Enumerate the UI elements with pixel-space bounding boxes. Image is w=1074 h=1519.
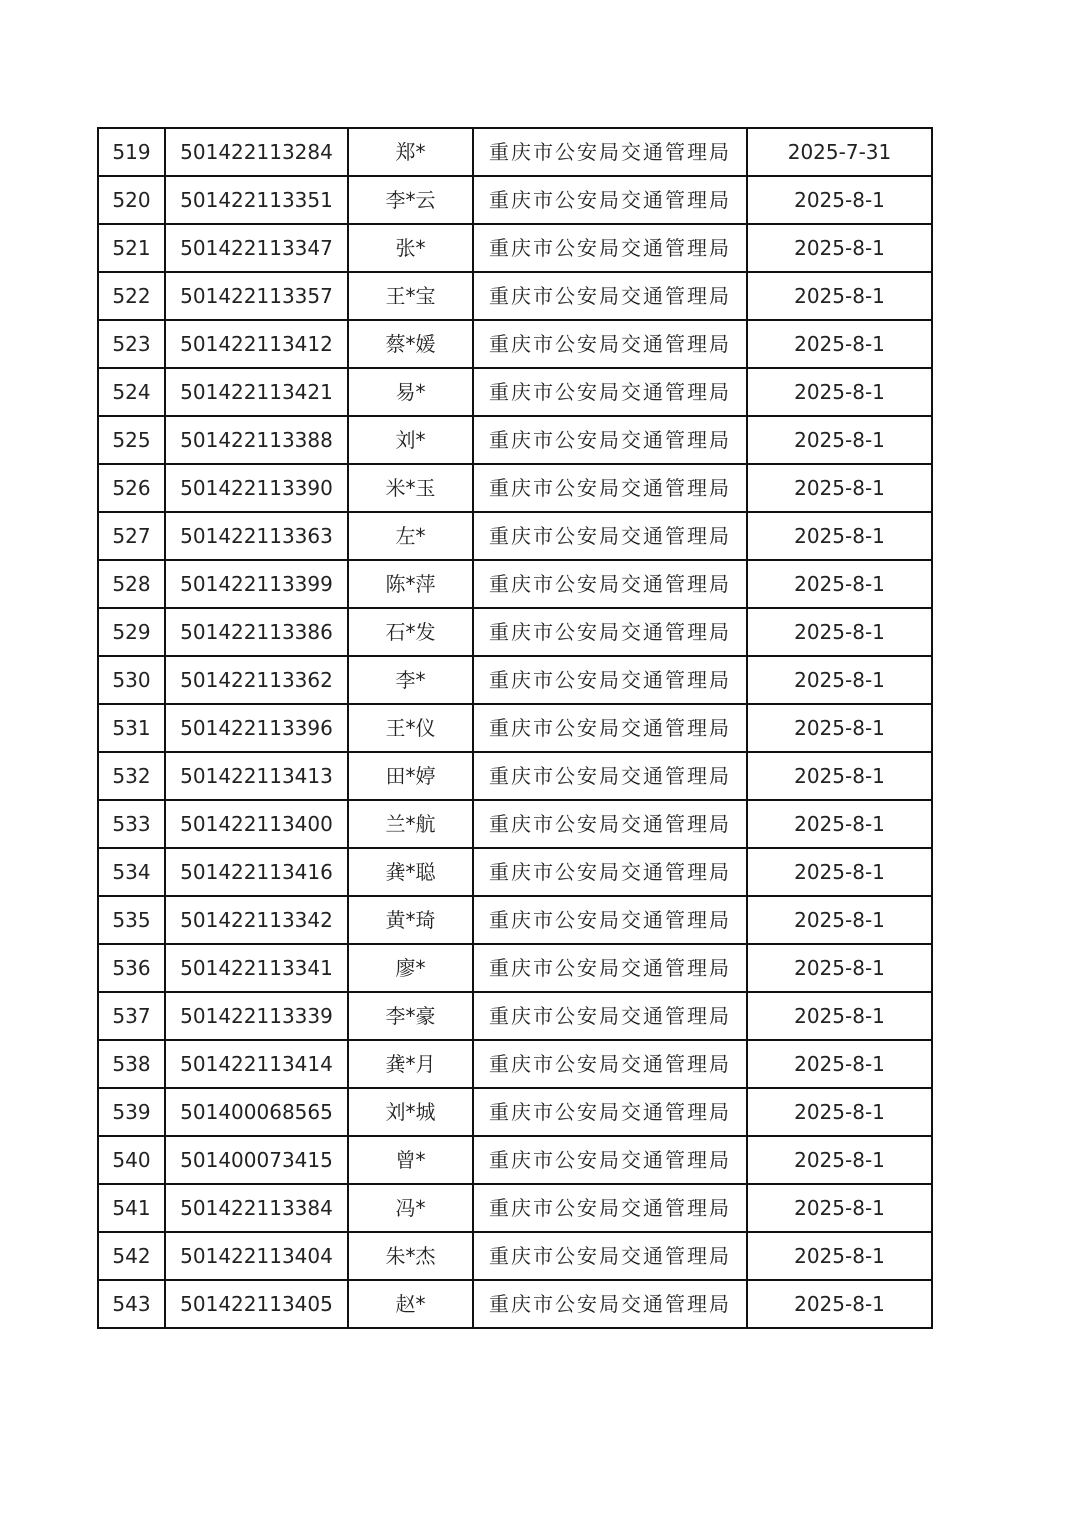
table-row <box>98 896 932 944</box>
person-name-cell: 蔡*媛 <box>348 320 473 368</box>
organization-cell: 重庆市公安局交通管理局 <box>473 992 747 1040</box>
person-name-cell: 郑* <box>348 128 473 176</box>
record-id-cell: 501422113362 <box>165 656 348 704</box>
table-row <box>98 560 932 608</box>
row-number-cell: 529 <box>98 608 165 656</box>
organization-cell: 重庆市公安局交通管理局 <box>473 512 747 560</box>
organization-cell: 重庆市公安局交通管理局 <box>473 656 747 704</box>
table-row <box>98 272 932 320</box>
organization-cell: 重庆市公安局交通管理局 <box>473 176 747 224</box>
person-name-cell: 李*云 <box>348 176 473 224</box>
row-number-cell: 536 <box>98 944 165 992</box>
table-row <box>98 176 932 224</box>
row-number-cell: 527 <box>98 512 165 560</box>
record-id-cell: 501422113414 <box>165 1040 348 1088</box>
row-number-cell: 539 <box>98 1088 165 1136</box>
organization-cell: 重庆市公安局交通管理局 <box>473 944 747 992</box>
person-name-cell: 李*豪 <box>348 992 473 1040</box>
date-cell: 2025-8-1 <box>747 992 932 1040</box>
table-row <box>98 1232 932 1280</box>
person-name-cell: 陈*萍 <box>348 560 473 608</box>
record-id-cell: 501422113347 <box>165 224 348 272</box>
table-row <box>98 128 932 176</box>
record-id-cell: 501400073415 <box>165 1136 348 1184</box>
person-name-cell: 易* <box>348 368 473 416</box>
record-id-cell: 501400068565 <box>165 1088 348 1136</box>
date-cell: 2025-8-1 <box>747 464 932 512</box>
record-id-cell: 501422113284 <box>165 128 348 176</box>
row-number-cell: 521 <box>98 224 165 272</box>
date-cell: 2025-8-1 <box>747 368 932 416</box>
organization-cell: 重庆市公安局交通管理局 <box>473 224 747 272</box>
organization-cell: 重庆市公安局交通管理局 <box>473 1184 747 1232</box>
person-name-cell: 王*宝 <box>348 272 473 320</box>
organization-cell: 重庆市公安局交通管理局 <box>473 128 747 176</box>
table-row <box>98 752 932 800</box>
person-name-cell: 兰*航 <box>348 800 473 848</box>
row-number-cell: 538 <box>98 1040 165 1088</box>
table-row <box>98 1136 932 1184</box>
record-id-cell: 501422113351 <box>165 176 348 224</box>
row-number-cell: 530 <box>98 656 165 704</box>
record-id-cell: 501422113341 <box>165 944 348 992</box>
person-name-cell: 龚*聪 <box>348 848 473 896</box>
organization-cell: 重庆市公安局交通管理局 <box>473 416 747 464</box>
person-name-cell: 田*婷 <box>348 752 473 800</box>
date-cell: 2025-8-1 <box>747 1184 932 1232</box>
table-row <box>98 848 932 896</box>
person-name-cell: 王*仪 <box>348 704 473 752</box>
organization-cell: 重庆市公安局交通管理局 <box>473 608 747 656</box>
record-id-cell: 501422113339 <box>165 992 348 1040</box>
date-cell: 2025-8-1 <box>747 1088 932 1136</box>
row-number-cell: 535 <box>98 896 165 944</box>
date-cell: 2025-8-1 <box>747 800 932 848</box>
row-number-cell: 528 <box>98 560 165 608</box>
person-name-cell: 刘*城 <box>348 1088 473 1136</box>
organization-cell: 重庆市公安局交通管理局 <box>473 560 747 608</box>
organization-cell: 重庆市公安局交通管理局 <box>473 752 747 800</box>
row-number-cell: 537 <box>98 992 165 1040</box>
person-name-cell: 黄*琦 <box>348 896 473 944</box>
table-row <box>98 1088 932 1136</box>
table-row <box>98 800 932 848</box>
organization-cell: 重庆市公安局交通管理局 <box>473 1280 747 1328</box>
record-id-cell: 501422113363 <box>165 512 348 560</box>
table-row <box>98 464 932 512</box>
records-table-body <box>98 128 932 1328</box>
person-name-cell: 冯* <box>348 1184 473 1232</box>
organization-cell: 重庆市公安局交通管理局 <box>473 800 747 848</box>
record-id-cell: 501422113396 <box>165 704 348 752</box>
date-cell: 2025-7-31 <box>747 128 932 176</box>
table-row <box>98 992 932 1040</box>
record-id-cell: 501422113412 <box>165 320 348 368</box>
date-cell: 2025-8-1 <box>747 1040 932 1088</box>
date-cell: 2025-8-1 <box>747 272 932 320</box>
date-cell: 2025-8-1 <box>747 752 932 800</box>
record-id-cell: 501422113342 <box>165 896 348 944</box>
row-number-cell: 523 <box>98 320 165 368</box>
row-number-cell: 520 <box>98 176 165 224</box>
date-cell: 2025-8-1 <box>747 1280 932 1328</box>
table-row <box>98 416 932 464</box>
date-cell: 2025-8-1 <box>747 1136 932 1184</box>
record-id-cell: 501422113416 <box>165 848 348 896</box>
date-cell: 2025-8-1 <box>747 896 932 944</box>
date-cell: 2025-8-1 <box>747 656 932 704</box>
organization-cell: 重庆市公安局交通管理局 <box>473 848 747 896</box>
records-table <box>97 127 933 1329</box>
table-row <box>98 224 932 272</box>
organization-cell: 重庆市公安局交通管理局 <box>473 320 747 368</box>
row-number-cell: 526 <box>98 464 165 512</box>
person-name-cell: 廖* <box>348 944 473 992</box>
person-name-cell: 张* <box>348 224 473 272</box>
record-id-cell: 501422113386 <box>165 608 348 656</box>
record-id-cell: 501422113388 <box>165 416 348 464</box>
person-name-cell: 曾* <box>348 1136 473 1184</box>
table-row <box>98 608 932 656</box>
organization-cell: 重庆市公安局交通管理局 <box>473 1088 747 1136</box>
person-name-cell: 李* <box>348 656 473 704</box>
table-row <box>98 1280 932 1328</box>
row-number-cell: 519 <box>98 128 165 176</box>
row-number-cell: 534 <box>98 848 165 896</box>
record-id-cell: 501422113390 <box>165 464 348 512</box>
table-row <box>98 368 932 416</box>
person-name-cell: 石*发 <box>348 608 473 656</box>
date-cell: 2025-8-1 <box>747 848 932 896</box>
person-name-cell: 刘* <box>348 416 473 464</box>
record-id-cell: 501422113400 <box>165 800 348 848</box>
date-cell: 2025-8-1 <box>747 1232 932 1280</box>
record-id-cell: 501422113399 <box>165 560 348 608</box>
record-id-cell: 501422113421 <box>165 368 348 416</box>
row-number-cell: 525 <box>98 416 165 464</box>
row-number-cell: 542 <box>98 1232 165 1280</box>
date-cell: 2025-8-1 <box>747 416 932 464</box>
organization-cell: 重庆市公安局交通管理局 <box>473 272 747 320</box>
record-id-cell: 501422113357 <box>165 272 348 320</box>
table-row <box>98 1040 932 1088</box>
person-name-cell: 米*玉 <box>348 464 473 512</box>
organization-cell: 重庆市公安局交通管理局 <box>473 1136 747 1184</box>
row-number-cell: 522 <box>98 272 165 320</box>
organization-cell: 重庆市公安局交通管理局 <box>473 368 747 416</box>
person-name-cell: 赵* <box>348 1280 473 1328</box>
record-id-cell: 501422113405 <box>165 1280 348 1328</box>
row-number-cell: 532 <box>98 752 165 800</box>
row-number-cell: 543 <box>98 1280 165 1328</box>
date-cell: 2025-8-1 <box>747 224 932 272</box>
date-cell: 2025-8-1 <box>747 560 932 608</box>
table-row <box>98 320 932 368</box>
organization-cell: 重庆市公安局交通管理局 <box>473 704 747 752</box>
table-row <box>98 656 932 704</box>
date-cell: 2025-8-1 <box>747 320 932 368</box>
person-name-cell: 左* <box>348 512 473 560</box>
row-number-cell: 531 <box>98 704 165 752</box>
row-number-cell: 533 <box>98 800 165 848</box>
person-name-cell: 龚*月 <box>348 1040 473 1088</box>
table-row <box>98 1184 932 1232</box>
organization-cell: 重庆市公安局交通管理局 <box>473 896 747 944</box>
organization-cell: 重庆市公安局交通管理局 <box>473 1040 747 1088</box>
table-row <box>98 512 932 560</box>
table-row <box>98 944 932 992</box>
row-number-cell: 541 <box>98 1184 165 1232</box>
date-cell: 2025-8-1 <box>747 944 932 992</box>
date-cell: 2025-8-1 <box>747 176 932 224</box>
record-id-cell: 501422113384 <box>165 1184 348 1232</box>
row-number-cell: 540 <box>98 1136 165 1184</box>
record-id-cell: 501422113404 <box>165 1232 348 1280</box>
table-row <box>98 704 932 752</box>
date-cell: 2025-8-1 <box>747 608 932 656</box>
organization-cell: 重庆市公安局交通管理局 <box>473 464 747 512</box>
date-cell: 2025-8-1 <box>747 704 932 752</box>
organization-cell: 重庆市公安局交通管理局 <box>473 1232 747 1280</box>
row-number-cell: 524 <box>98 368 165 416</box>
person-name-cell: 朱*杰 <box>348 1232 473 1280</box>
date-cell: 2025-8-1 <box>747 512 932 560</box>
record-id-cell: 501422113413 <box>165 752 348 800</box>
